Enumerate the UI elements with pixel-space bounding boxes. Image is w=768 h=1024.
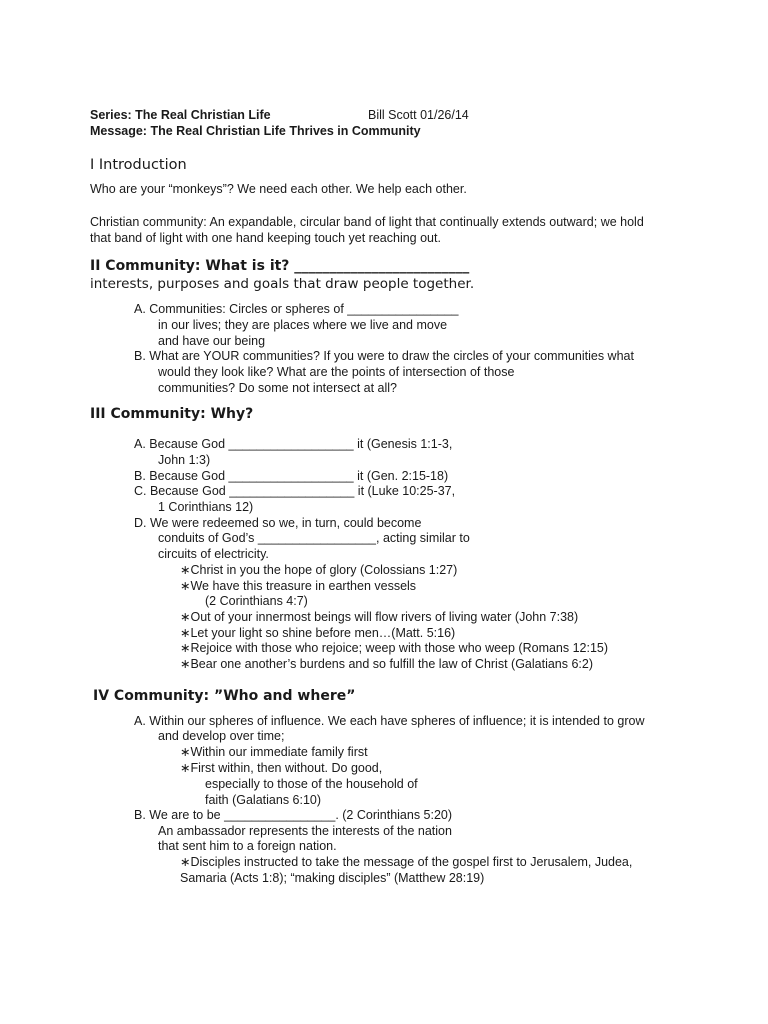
- scripture-bullet-continuation: faith (Galatians 6:10): [205, 793, 322, 807]
- outline-item-b-line-3: that sent him to a foreign nation.: [158, 839, 337, 853]
- community-definition-line-2: that band of light with one hand keeping touch yet reaching out.: [90, 231, 441, 245]
- section-heading-introduction: I Introduction: [90, 157, 187, 173]
- intro-line: Who are your “monkeys”? We need each other. We help each other.: [90, 182, 467, 196]
- outline-item-a-line-1: A. Because God __________________ it (Genesis 1:1-3,: [134, 437, 453, 451]
- outline-item-a-line-3: and have our being: [158, 334, 266, 348]
- outline-item-b-line-2: An ambassador represents the interests of the nation: [158, 824, 452, 838]
- section-heading-who-and-where: IV Community: ”Who and where”: [93, 688, 356, 704]
- scripture-bullet-continuation: Samaria (Acts 1:8); “making disciples” (Matthew 28:19): [180, 871, 485, 885]
- author-date: Bill Scott 01/26/14: [368, 108, 469, 122]
- scripture-bullet: ∗Christ in you the hope of glory (Colossians 1:27): [180, 563, 458, 577]
- outline-item-b-line-1: B. What are YOUR communities? If you were to draw the circles of your communities what: [134, 349, 634, 363]
- outline-item-a-line-2: and develop over time;: [158, 729, 285, 743]
- outline-item-c-line-1: C. Because God __________________ it (Luke 10:25-37,: [134, 484, 456, 498]
- scripture-bullet: ∗We have this treasure in earthen vessels: [180, 579, 417, 593]
- outline-item-a-line-2: in our lives; they are places where we live and move: [158, 318, 448, 332]
- outline-item-a-line-1: A. Communities: Circles or spheres of ________________: [134, 302, 459, 316]
- scripture-bullet-continuation: (2 Corinthians 4:7): [205, 594, 308, 608]
- outline-item-b-line-1: B. We are to be ________________. (2 Corinthians 5:20): [134, 808, 453, 822]
- scripture-bullet: ∗First within, then without. Do good,: [180, 761, 383, 775]
- section-heading-why: III Community: Why?: [90, 406, 254, 422]
- scripture-bullet: ∗Disciples instructed to take the message of the gospel first to Jerusalem, Judea,: [180, 855, 633, 869]
- series-line: Series: The Real Christian Life: [90, 108, 271, 122]
- scripture-bullet: ∗Let your light so shine before men…(Matt. 5:16): [180, 626, 456, 640]
- outline-item-b-line-3: communities? Do some not intersect at all?: [158, 381, 397, 395]
- scripture-bullet: ∗Out of your innermost beings will flow rivers of living water (John 7:38): [180, 610, 579, 624]
- community-definition-line-1: Christian community: An expandable, circular band of light that continually extends outward; we hold: [90, 215, 644, 229]
- outline-item-d-line-2: conduits of God’s _________________, acting similar to: [158, 531, 470, 545]
- outline-item-a-line-2: John 1:3): [158, 453, 211, 467]
- message-line: Message: The Real Christian Life Thrives in Community: [90, 124, 421, 138]
- outline-item-d-line-1: D. We were redeemed so we, in turn, could become: [134, 516, 422, 530]
- scripture-bullet-continuation: especially to those of the household of: [205, 777, 418, 791]
- outline-item-b-line-1: B. Because God __________________ it (Gen. 2:15-18): [134, 469, 449, 483]
- outline-item-b-line-2: would they look like? What are the points of intersection of those: [158, 365, 515, 379]
- scripture-bullet: ∗Bear one another’s burdens and so fulfill the law of Christ (Galatians 6:2): [180, 657, 594, 671]
- scripture-bullet: ∗Rejoice with those who rejoice; weep with those who weep (Romans 12:15): [180, 641, 609, 655]
- outline-item-a-line-1: A. Within our spheres of influence. We each have spheres of influence; it is intended to grow: [134, 714, 645, 728]
- outline-item-d-line-3: circuits of electricity.: [158, 547, 269, 561]
- scripture-bullet: ∗Within our immediate family first: [180, 745, 368, 759]
- section-subheading: interests, purposes and goals that draw people together.: [90, 276, 475, 292]
- outline-item-c-line-2: 1 Corinthians 12): [158, 500, 254, 514]
- section-heading-what-is-it: II Community: What is it? _________________________: [90, 258, 470, 274]
